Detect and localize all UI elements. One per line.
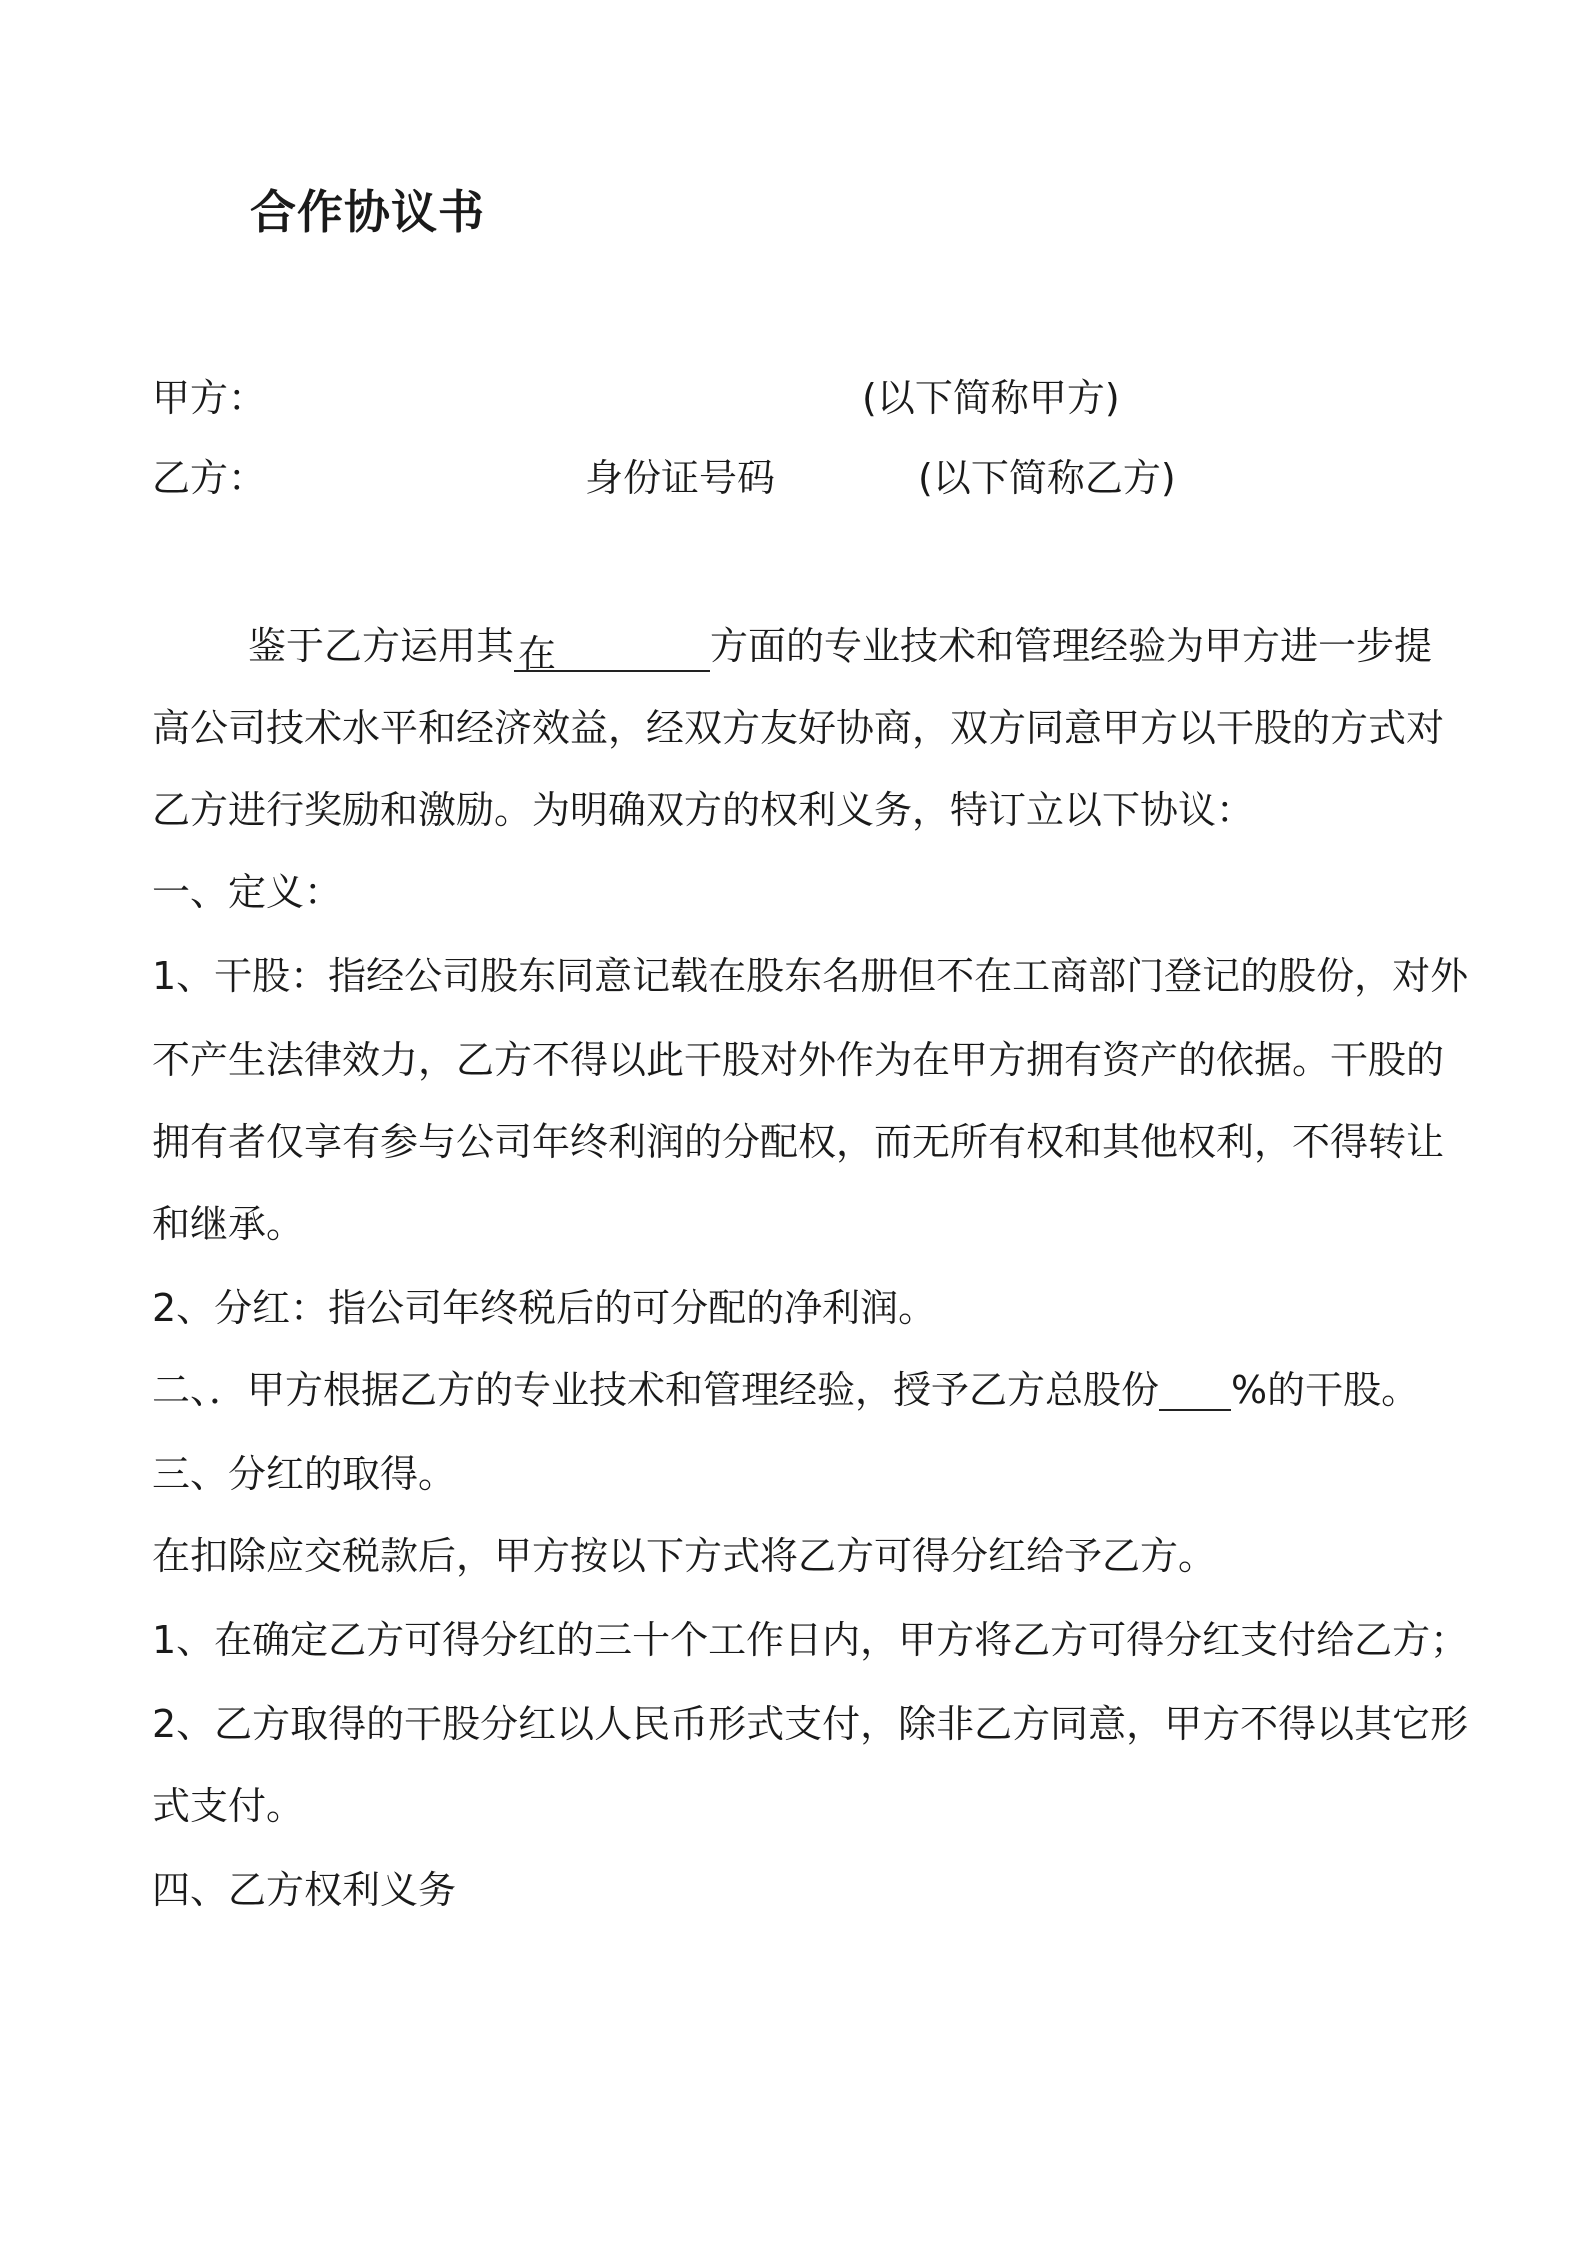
intro-line-2: 高公司技术水平和经济效益，经双方友好协商，双方同意甲方以干股的方式对 <box>152 706 1445 750</box>
party-b-label: 乙方： <box>152 456 267 500</box>
section-4-heading: 四、乙方权利义务 <box>152 1868 457 1912</box>
section-2 <box>152 1366 1419 1414</box>
section-2-before: 二、．甲方根据乙方的专业技术和管理经验，授予乙方总股份 <box>152 1368 1160 1412</box>
section-2-after: %的干股。 <box>1231 1368 1420 1412</box>
party-a-label: 甲方： <box>152 376 267 420</box>
section-3-item-2-line-1: 2、乙方取得的干股分红以人民币形式支付，除非乙方同意，甲方不得以其它形 <box>152 1702 1469 1746</box>
party-b-note: (以下简称乙方) <box>918 456 1176 500</box>
section-3-item-2-line-2: 式支付。 <box>152 1784 305 1828</box>
section-1-item-1-line-2: 不产生法律效力，乙方不得以此干股对外作为在甲方拥有资产的依据。干股的 <box>152 1038 1445 1082</box>
intro-line-1-after: 方面的专业技术和管理经验为甲方进一步提 <box>710 624 1433 668</box>
document-title: 合作协议书 <box>250 185 485 239</box>
intro-line-1-before: 鉴于乙方运用其 <box>248 624 515 668</box>
expertise-field-text: 在 <box>518 632 557 676</box>
expertise-field <box>514 630 710 676</box>
section-1-item-1-line-3: 拥有者仅享有参与公司年终利润的分配权，而无所有权和其他权利，不得转让 <box>152 1120 1445 1164</box>
share-percent-field <box>1159 1369 1231 1411</box>
intro-line-1 <box>248 622 1433 676</box>
intro-line-3: 乙方进行奖励和激励。为明确双方的权利义务，特订立以下协议： <box>152 788 1255 832</box>
party-a-note: (以下简称甲方) <box>862 376 1120 420</box>
id-number-label: 身份证号码 <box>585 456 776 500</box>
section-3-item-1: 1、在确定乙方可得分红的三十个工作日内，甲方将乙方可得分红支付给乙方； <box>152 1618 1469 1662</box>
section-1-item-1-line-1: 1、干股：指经公司股东同意记载在股东名册但不在工商部门登记的股份，对外 <box>152 954 1469 998</box>
section-1-heading: 一、定义： <box>152 870 343 914</box>
section-1-item-2: 2、分红：指公司年终税后的可分配的净利润。 <box>152 1286 937 1330</box>
section-3-intro: 在扣除应交税款后，甲方按以下方式将乙方可得分红给予乙方。 <box>152 1534 1217 1578</box>
section-3-heading: 三、分红的取得。 <box>152 1452 457 1496</box>
section-1-item-1-line-4: 和继承。 <box>152 1202 305 1246</box>
